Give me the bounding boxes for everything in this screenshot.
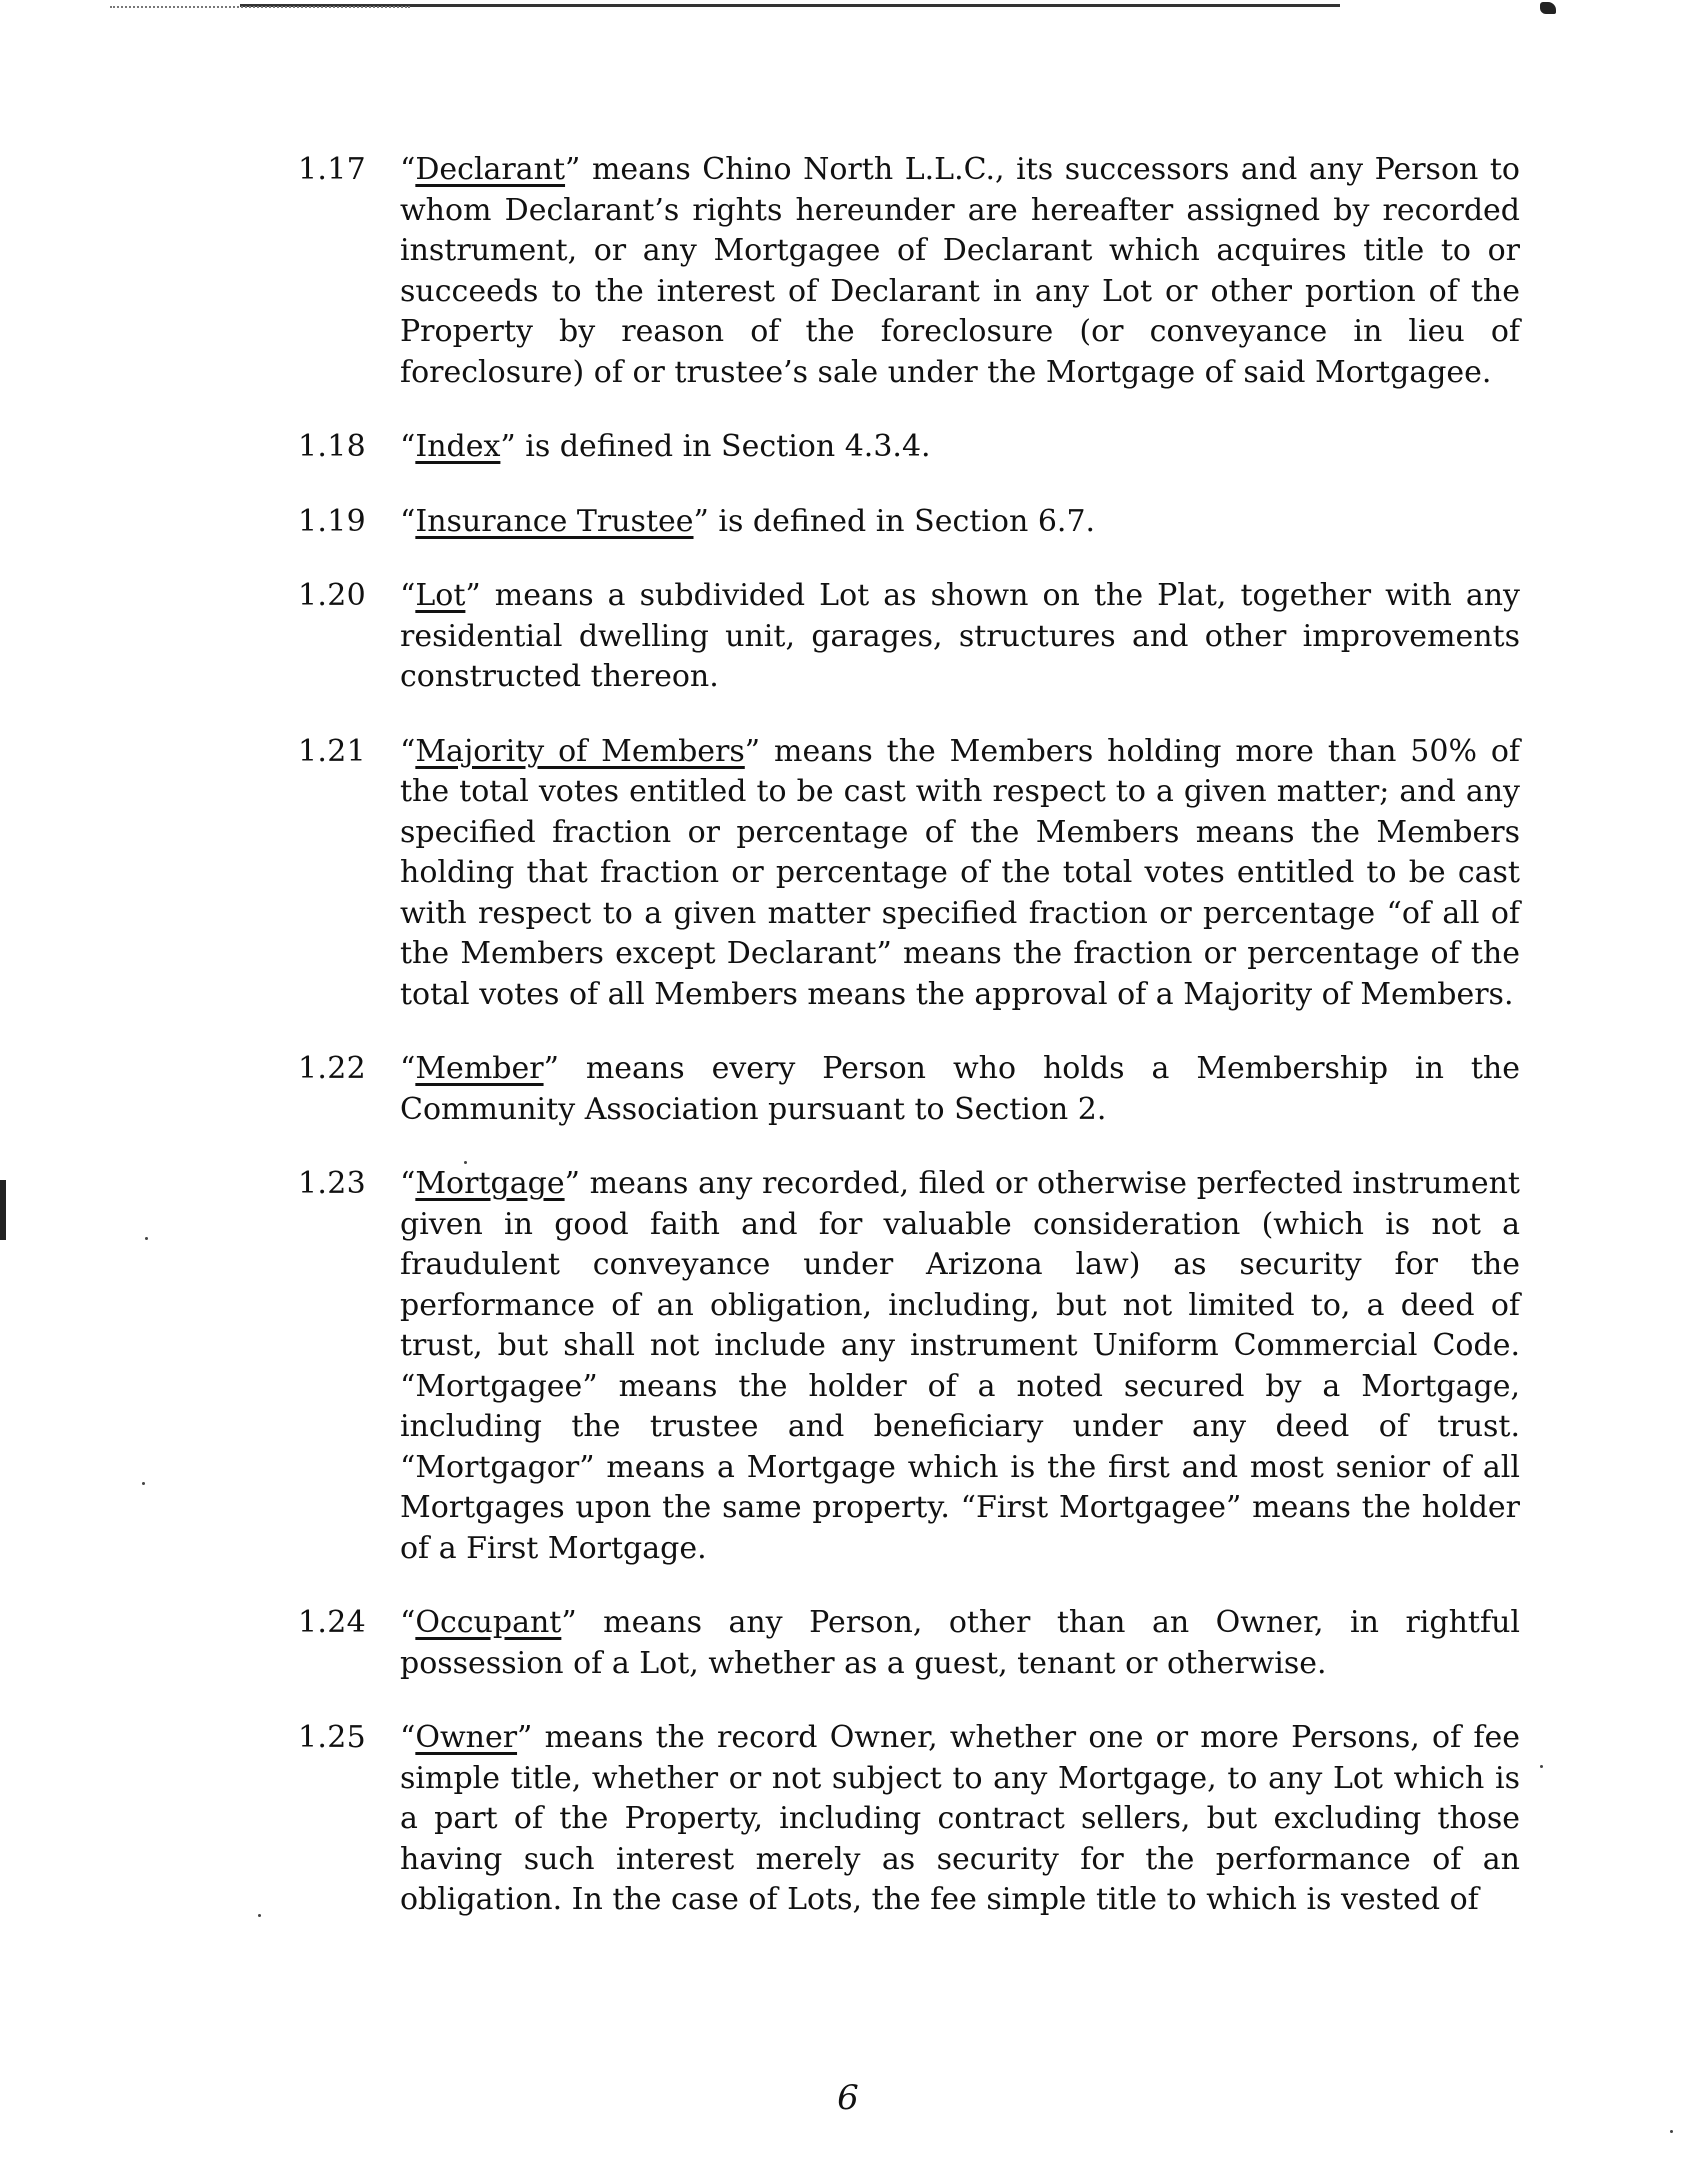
definition-body: ” means any recorded, filed or otherwise perfected instrument given in good faith and for valuable consideration (which is not a fraudulent conveyance under Arizona law) as security for the performance of an obligation, including, but not limited to, a deed of trust, but shall not include any instrument Uniform Commercial Code. “Mortgagee” means the holder of a noted secured by a Mortgage, including the trustee and beneficiary under any deed of trust. “Mortgagor” means a Mortgage which is the first and most senior of all Mortgages upon the same property. “First Mortgagee” means the holder of a First Mortgage.: [400, 1166, 1520, 1566]
section-number: 1.18: [298, 429, 366, 464]
scan-speck: [1540, 1765, 1543, 1768]
definition-body: ” means the record Owner, whether one or more Persons, of fee simple title, whether or not subject to any Mortgage, to any Lot which is a part of the Property, including contract sellers, but excluding those having such interest merely as security for the performance of an obligation. In the case of Lots, the fee simple title to which is vested of: [400, 1720, 1520, 1917]
section-number: 1.21: [298, 733, 366, 769]
open-quote: “: [400, 1166, 416, 1201]
definition-text: [400, 150, 1520, 393]
section-number: 1.24: [298, 1605, 366, 1640]
scan-speck: [145, 1237, 148, 1240]
definition-body: ” means the Members holding more than 50% of the total votes entitled to be cast with respect to a given matter; and any specified fraction or percentage of the Members means the Members holding that fraction or percentage of the total votes entitled to be cast with respect to a given matter specified fraction or percentage “of all of the Members except Declarant” means the fraction or percentage of the total votes of all Members means the approval of a Majority of Members.: [400, 733, 1520, 1012]
definition-entry: [298, 1718, 1520, 1921]
definition-body: ” is defined in Section 6.7.: [693, 503, 1096, 539]
definition-entry: [298, 1164, 1520, 1569]
defined-term: Declarant: [415, 152, 566, 187]
definition-entry: [298, 1049, 1520, 1130]
definition-entry: [298, 150, 1520, 393]
open-quote: “: [400, 152, 416, 187]
open-quote: “: [400, 429, 416, 464]
scan-speck: [1670, 2130, 1673, 2133]
definition-text: [400, 427, 1520, 468]
section-number: 1.19: [298, 503, 366, 539]
definition-text: [400, 1718, 1520, 1921]
definition-body: ” means Chino North L.L.C., its successors and any Person to whom Declarant’s rights hereunder are hereafter assigned by recorded instrument, or any Mortgagee of Declarant which acquires title to or succeeds to the interest of Declarant in any Lot or other portion of the Property by reason of the foreclosure (or conveyance in lieu of foreclosure) of or trustee’s sale under the Mortgage of said Mortgagee.: [400, 152, 1520, 390]
definition-body: ” means any Person, other than an Owner, in rightful possession of a Lot, whether as a guest, tenant or otherwise.: [400, 1605, 1520, 1681]
definition-entry: [298, 732, 1520, 1016]
defined-term: Lot: [415, 578, 466, 613]
definition-body: ” means every Person who holds a Membership in the Community Association pursuant to Section 2.: [400, 1051, 1520, 1127]
defined-term: Owner: [415, 1720, 518, 1755]
definition-entry: [298, 576, 1520, 698]
scan-speck: [258, 1914, 261, 1917]
defined-term: Index: [415, 429, 501, 464]
section-number: 1.25: [298, 1720, 366, 1755]
defined-term: Mortgage: [415, 1166, 565, 1201]
definition-body: ” means a subdivided Lot as shown on the Plat, together with any residential dwelling unit, garages, structures and other improvements constructed thereon.: [400, 578, 1520, 694]
definition-entry: [298, 1603, 1520, 1684]
defined-term: Occupant: [415, 1605, 562, 1640]
definition-entry: [298, 502, 1520, 543]
definition-text: [400, 502, 1520, 543]
section-number: 1.20: [298, 578, 366, 613]
section-number: 1.22: [298, 1051, 366, 1086]
open-quote: “: [400, 1605, 416, 1640]
defined-term: Insurance Trustee: [415, 503, 694, 539]
section-number: 1.23: [298, 1166, 366, 1201]
scan-top-dots: [110, 6, 410, 10]
open-quote: “: [400, 1051, 416, 1086]
scan-corner-mark: [1540, 2, 1556, 14]
definition-text: [400, 1049, 1520, 1130]
section-number: 1.17: [298, 152, 366, 187]
defined-term: Member: [415, 1051, 544, 1086]
scan-speck: [142, 1482, 145, 1485]
defined-term: Majority of Members: [415, 733, 745, 769]
scan-left-edge: [0, 1180, 6, 1240]
page-number: 6: [837, 2078, 859, 2118]
definition-text: [400, 1164, 1520, 1569]
open-quote: “: [400, 578, 416, 613]
open-quote: “: [400, 503, 416, 539]
definition-entry: [298, 427, 1520, 468]
definitions-list: [298, 150, 1520, 1955]
definition-text: [400, 576, 1520, 698]
open-quote: “: [400, 733, 416, 769]
definition-text: [400, 732, 1520, 1016]
definition-body: ” is defined in Section 4.3.4.: [500, 429, 931, 464]
definition-text: [400, 1603, 1520, 1684]
open-quote: “: [400, 1720, 416, 1755]
